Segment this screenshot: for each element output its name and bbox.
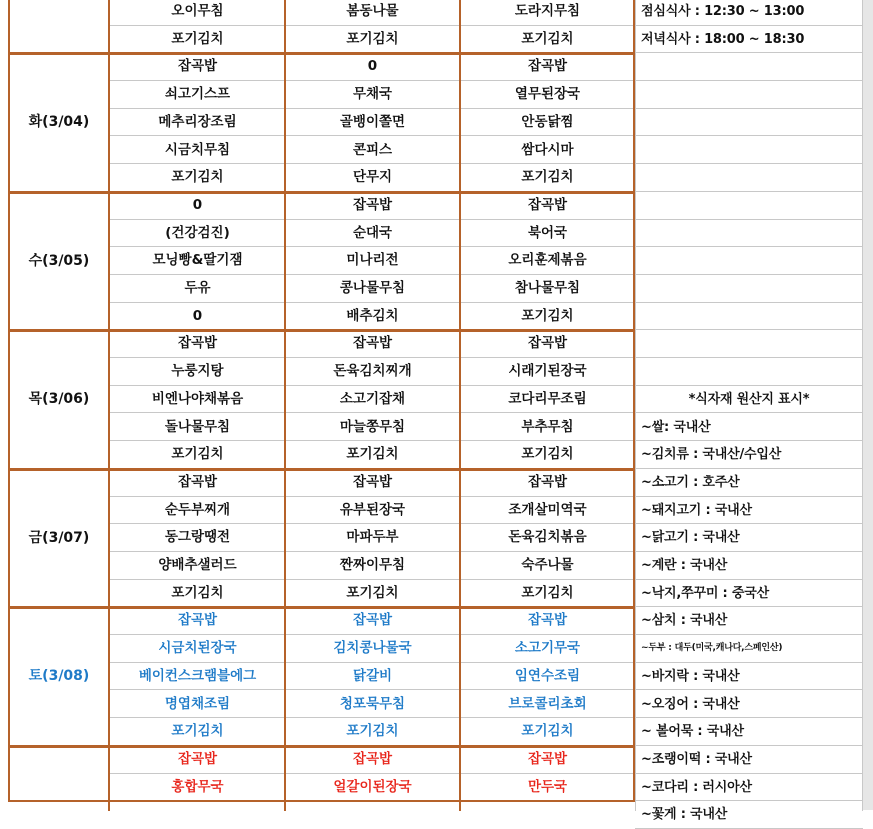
menu-cell[interactable]: 메추리장조림 bbox=[110, 109, 285, 137]
day-label: 금(3/07) bbox=[28, 529, 90, 546]
menu-cell[interactable]: 순대국 bbox=[285, 220, 460, 248]
menu-cell[interactable]: 유부된장국 bbox=[285, 497, 460, 525]
menu-cell[interactable]: 골뱅이쫄면 bbox=[285, 109, 460, 137]
menu-cell[interactable]: 도라지무침 bbox=[460, 0, 635, 26]
info-line: ~닭고기 : 국내산 bbox=[635, 524, 863, 552]
menu-cell[interactable]: 쇠고기스프 bbox=[110, 81, 285, 109]
menu-cell[interactable]: 0 bbox=[285, 53, 460, 81]
menu-cell[interactable]: 안동닭찜 bbox=[460, 109, 635, 137]
menu-cell[interactable]: 포기김치 bbox=[460, 164, 635, 192]
menu-cell[interactable]: 시금치무침 bbox=[110, 137, 285, 165]
menu-cell[interactable]: 단무지 bbox=[285, 164, 460, 192]
info-line: ~ 볼어묵 : 국내산 bbox=[635, 718, 863, 746]
menu-cell[interactable]: 소고기무국 bbox=[460, 635, 635, 663]
menu-cell[interactable]: 잡곡밥 bbox=[110, 469, 285, 497]
menu-cell[interactable]: 잡곡밥 bbox=[110, 607, 285, 635]
menu-cell[interactable]: 잡곡밥 bbox=[285, 330, 460, 358]
menu-cell[interactable]: 포기김치 bbox=[285, 580, 460, 608]
menu-cell[interactable]: 쌈다시마 bbox=[460, 137, 635, 165]
info-line: ~조랭이떡 : 국내산 bbox=[635, 746, 863, 774]
menu-cell[interactable]: 닭갈비 bbox=[285, 663, 460, 691]
menu-cell[interactable]: 콘피스 bbox=[285, 137, 460, 165]
column-divider bbox=[459, 0, 461, 811]
menu-cell[interactable]: 조개살미역국 bbox=[460, 497, 635, 525]
menu-cell[interactable]: 돌나물무침 bbox=[110, 414, 285, 442]
day-label: 수(3/05) bbox=[28, 252, 90, 269]
menu-cell[interactable]: 김치콩나물국 bbox=[285, 635, 460, 663]
menu-cell[interactable]: 포기김치 bbox=[110, 718, 285, 746]
menu-cell[interactable]: 시래기된장국 bbox=[460, 358, 635, 386]
menu-cell[interactable]: 배추김치 bbox=[285, 303, 460, 331]
menu-cell[interactable]: 베이컨스크램블에그 bbox=[110, 663, 285, 691]
menu-cell[interactable]: 봄동나물 bbox=[285, 0, 460, 26]
menu-cell[interactable]: 무채국 bbox=[285, 81, 460, 109]
day-label bbox=[8, 746, 110, 801]
menu-cell[interactable]: 마늘쫑무침 bbox=[285, 414, 460, 442]
menu-cell[interactable]: 비엔나야채볶음 bbox=[110, 386, 285, 414]
menu-cell[interactable]: 양배추샐러드 bbox=[110, 552, 285, 580]
column-divider bbox=[108, 0, 110, 811]
menu-cell[interactable]: 순두부찌개 bbox=[110, 497, 285, 525]
menu-cell[interactable]: 브로콜리초회 bbox=[460, 691, 635, 719]
menu-cell[interactable]: 오이무침 bbox=[110, 0, 285, 26]
menu-cell[interactable]: 홍합무국 bbox=[110, 774, 285, 802]
menu-cell[interactable]: 잡곡밥 bbox=[460, 746, 635, 774]
menu-cell[interactable]: 만두국 bbox=[460, 774, 635, 802]
menu-cell[interactable]: 참나물무침 bbox=[460, 275, 635, 303]
menu-cell[interactable]: 잡곡밥 bbox=[460, 469, 635, 497]
menu-cell[interactable]: 포기김치 bbox=[460, 718, 635, 746]
column-divider bbox=[284, 0, 286, 811]
menu-cell[interactable]: 돈육김치찌개 bbox=[285, 358, 460, 386]
menu-cell[interactable]: 모닝빵&딸기잼 bbox=[110, 247, 285, 275]
info-line: 저녁식사 : 18:00 ~ 18:30 bbox=[635, 26, 863, 54]
info-column-border bbox=[635, 0, 863, 811]
menu-cell[interactable]: 잡곡밥 bbox=[285, 746, 460, 774]
menu-cell[interactable]: 임연수조림 bbox=[460, 663, 635, 691]
day-label: 화(3/04) bbox=[28, 114, 90, 131]
menu-cell[interactable]: 잡곡밥 bbox=[110, 53, 285, 81]
menu-cell[interactable]: 미나리전 bbox=[285, 247, 460, 275]
day-label: 토(3/08) bbox=[28, 668, 90, 685]
menu-cell[interactable]: 두유 bbox=[110, 275, 285, 303]
menu-cell[interactable]: 마파두부 bbox=[285, 524, 460, 552]
info-line: ~두부 : 대두(미국,캐나다,스페인산) bbox=[635, 635, 863, 663]
menu-cell[interactable]: 얼갈이된장국 bbox=[285, 774, 460, 802]
menu-cell[interactable]: 잡곡밥 bbox=[110, 746, 285, 774]
menu-cell[interactable]: 숙주나물 bbox=[460, 552, 635, 580]
menu-cell[interactable]: 포기김치 bbox=[110, 580, 285, 608]
menu-cell[interactable]: 코다리무조림 bbox=[460, 386, 635, 414]
menu-cell[interactable]: 포기김치 bbox=[110, 441, 285, 469]
menu-cell[interactable]: 포기김치 bbox=[460, 580, 635, 608]
day-label: 목(3/06) bbox=[28, 391, 90, 408]
menu-cell[interactable]: 잡곡밥 bbox=[460, 192, 635, 220]
menu-cell[interactable]: 0 bbox=[110, 192, 285, 220]
menu-cell[interactable]: 동그랑땡전 bbox=[110, 524, 285, 552]
info-line: ~바지락 : 국내산 bbox=[635, 663, 863, 691]
info-line: ~소고기 : 호주산 bbox=[635, 469, 863, 497]
info-line: ~낙지,쭈꾸미 : 중국산 bbox=[635, 580, 863, 608]
menu-cell[interactable]: 포기김치 bbox=[460, 441, 635, 469]
menu-cell[interactable]: 명엽채조림 bbox=[110, 691, 285, 719]
menu-cell[interactable]: 시금치된장국 bbox=[110, 635, 285, 663]
menu-cell[interactable]: 북어국 bbox=[460, 220, 635, 248]
info-line: *식자재 원산지 표시* bbox=[635, 386, 863, 414]
info-line: ~돼지고기 : 국내산 bbox=[635, 497, 863, 525]
menu-cell[interactable]: 잡곡밥 bbox=[460, 53, 635, 81]
menu-cell[interactable]: 포기김치 bbox=[285, 718, 460, 746]
info-line: ~김치류 : 국내산/수입산 bbox=[635, 441, 863, 469]
info-line: ~꽃게 : 국내산 bbox=[635, 801, 863, 829]
sheet-right-margin bbox=[863, 0, 873, 810]
menu-cell[interactable]: 소고기잡채 bbox=[285, 386, 460, 414]
menu-cell[interactable]: 포기김치 bbox=[110, 164, 285, 192]
info-line: ~오징어 : 국내산 bbox=[635, 691, 863, 719]
info-line: ~삼치 : 국내산 bbox=[635, 607, 863, 635]
day-label bbox=[8, 0, 110, 53]
menu-cell[interactable]: 콩나물무침 bbox=[285, 275, 460, 303]
menu-cell[interactable]: 잡곡밥 bbox=[285, 192, 460, 220]
info-line: ~코다리 : 러시아산 bbox=[635, 774, 863, 802]
menu-cell[interactable]: 잡곡밥 bbox=[285, 607, 460, 635]
menu-cell[interactable]: 포기김치 bbox=[460, 303, 635, 331]
menu-cell[interactable]: 잡곡밥 bbox=[110, 330, 285, 358]
info-line: 점심식사 : 12:30 ~ 13:00 bbox=[635, 0, 863, 26]
info-line: ~쌀: 국내산 bbox=[635, 414, 863, 442]
menu-cell[interactable]: (건강검진) bbox=[110, 220, 285, 248]
menu-cell[interactable]: 0 bbox=[110, 303, 285, 331]
menu-cell[interactable]: 청포묵무침 bbox=[285, 691, 460, 719]
menu-cell[interactable]: 포기김치 bbox=[110, 26, 285, 54]
menu-cell[interactable]: 포기김치 bbox=[285, 441, 460, 469]
menu-cell[interactable]: 짠짜이무침 bbox=[285, 552, 460, 580]
info-line: ~계란 : 국내산 bbox=[635, 552, 863, 580]
menu-cell[interactable]: 열무된장국 bbox=[460, 81, 635, 109]
menu-cell[interactable]: 오리훈제볶음 bbox=[460, 247, 635, 275]
menu-cell[interactable]: 부추무침 bbox=[460, 414, 635, 442]
menu-cell[interactable]: 포기김치 bbox=[460, 26, 635, 54]
menu-cell[interactable]: 잡곡밥 bbox=[460, 330, 635, 358]
menu-cell[interactable]: 포기김치 bbox=[285, 26, 460, 54]
menu-cell[interactable]: 잡곡밥 bbox=[285, 469, 460, 497]
menu-cell[interactable]: 누룽지탕 bbox=[110, 358, 285, 386]
menu-cell[interactable]: 잡곡밥 bbox=[460, 607, 635, 635]
menu-cell[interactable]: 돈육김치볶음 bbox=[460, 524, 635, 552]
